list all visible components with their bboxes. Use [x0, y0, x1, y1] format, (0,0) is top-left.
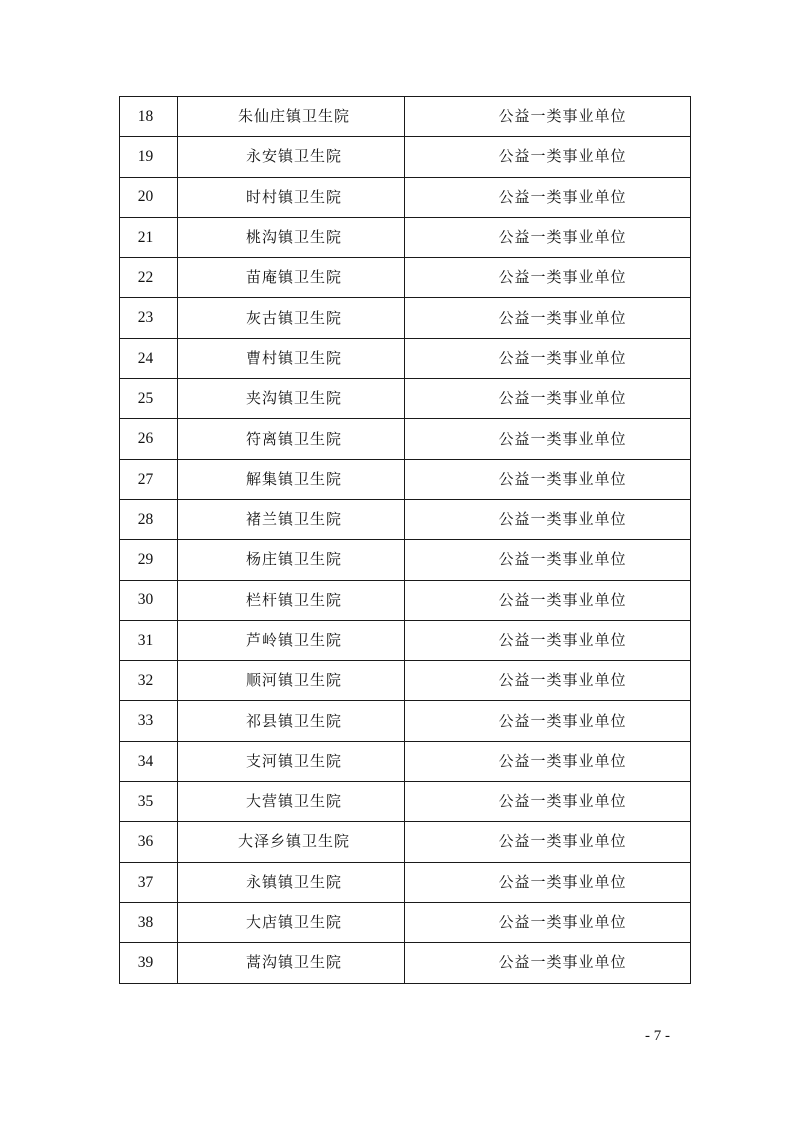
institution-type-cell: 公益一类事业单位 [405, 902, 691, 942]
table-row [120, 540, 691, 580]
institution-type-cell: 公益一类事业单位 [405, 661, 691, 701]
institution-name-cell: 大店镇卫生院 [178, 902, 405, 942]
table-row [120, 782, 691, 822]
row-number-cell: 25 [120, 379, 178, 419]
institution-name-cell: 杨庄镇卫生院 [178, 540, 405, 580]
table-row [120, 338, 691, 378]
institution-type-cell: 公益一类事业单位 [405, 620, 691, 660]
institution-name-cell: 灰古镇卫生院 [178, 298, 405, 338]
institution-type-cell: 公益一类事业单位 [405, 97, 691, 137]
institution-type-cell: 公益一类事业单位 [405, 137, 691, 177]
institution-name-cell: 桃沟镇卫生院 [178, 217, 405, 257]
row-number-cell: 37 [120, 862, 178, 902]
institution-name-cell: 时村镇卫生院 [178, 177, 405, 217]
row-number-cell: 29 [120, 540, 178, 580]
table-row [120, 217, 691, 257]
institution-type-cell: 公益一类事业单位 [405, 459, 691, 499]
institution-name-cell: 符离镇卫生院 [178, 419, 405, 459]
row-number-cell: 20 [120, 177, 178, 217]
institution-type-cell: 公益一类事业单位 [405, 701, 691, 741]
table-row [120, 661, 691, 701]
table-row [120, 580, 691, 620]
row-number-cell: 36 [120, 822, 178, 862]
institution-name-cell: 顺河镇卫生院 [178, 661, 405, 701]
row-number-cell: 23 [120, 298, 178, 338]
row-number-cell: 34 [120, 741, 178, 781]
institution-name-cell: 苗庵镇卫生院 [178, 258, 405, 298]
institution-type-cell: 公益一类事业单位 [405, 943, 691, 983]
row-number-cell: 26 [120, 419, 178, 459]
row-number-cell: 24 [120, 338, 178, 378]
institution-type-cell: 公益一类事业单位 [405, 338, 691, 378]
table-row [120, 419, 691, 459]
institution-name-cell: 芦岭镇卫生院 [178, 620, 405, 660]
table-row [120, 822, 691, 862]
table-row [120, 943, 691, 983]
institution-name-cell: 永镇镇卫生院 [178, 862, 405, 902]
row-number-cell: 19 [120, 137, 178, 177]
table-row [120, 97, 691, 137]
table-row [120, 137, 691, 177]
table-row [120, 620, 691, 660]
institution-name-cell: 大营镇卫生院 [178, 782, 405, 822]
row-number-cell: 21 [120, 217, 178, 257]
institution-name-cell: 朱仙庄镇卫生院 [178, 97, 405, 137]
institution-type-cell: 公益一类事业单位 [405, 298, 691, 338]
table-row [120, 177, 691, 217]
institution-type-cell: 公益一类事业单位 [405, 177, 691, 217]
table-row [120, 741, 691, 781]
table-row [120, 258, 691, 298]
table-row [120, 298, 691, 338]
institution-name-cell: 曹村镇卫生院 [178, 338, 405, 378]
row-number-cell: 28 [120, 499, 178, 539]
institution-name-cell: 褚兰镇卫生院 [178, 499, 405, 539]
row-number-cell: 33 [120, 701, 178, 741]
institution-name-cell: 夹沟镇卫生院 [178, 379, 405, 419]
institution-type-cell: 公益一类事业单位 [405, 862, 691, 902]
table-row [120, 862, 691, 902]
row-number-cell: 39 [120, 943, 178, 983]
table-row [120, 379, 691, 419]
row-number-cell: 31 [120, 620, 178, 660]
row-number-cell: 27 [120, 459, 178, 499]
table-row [120, 459, 691, 499]
institution-name-cell: 祁县镇卫生院 [178, 701, 405, 741]
row-number-cell: 22 [120, 258, 178, 298]
institution-name-cell: 蒿沟镇卫生院 [178, 943, 405, 983]
institution-type-cell: 公益一类事业单位 [405, 499, 691, 539]
institution-table-body [120, 97, 691, 984]
institution-type-cell: 公益一类事业单位 [405, 419, 691, 459]
institution-name-cell: 解集镇卫生院 [178, 459, 405, 499]
institution-type-cell: 公益一类事业单位 [405, 782, 691, 822]
institution-type-cell: 公益一类事业单位 [405, 379, 691, 419]
institution-name-cell: 栏杆镇卫生院 [178, 580, 405, 620]
institution-name-cell: 永安镇卫生院 [178, 137, 405, 177]
institution-type-cell: 公益一类事业单位 [405, 741, 691, 781]
table-row [120, 499, 691, 539]
institution-type-cell: 公益一类事业单位 [405, 258, 691, 298]
row-number-cell: 32 [120, 661, 178, 701]
table-row [120, 902, 691, 942]
table-row [120, 701, 691, 741]
row-number-cell: 30 [120, 580, 178, 620]
institution-name-cell: 大泽乡镇卫生院 [178, 822, 405, 862]
institution-table [119, 96, 691, 984]
institution-type-cell: 公益一类事业单位 [405, 540, 691, 580]
institution-type-cell: 公益一类事业单位 [405, 822, 691, 862]
row-number-cell: 38 [120, 902, 178, 942]
institution-name-cell: 支河镇卫生院 [178, 741, 405, 781]
row-number-cell: 35 [120, 782, 178, 822]
institution-type-cell: 公益一类事业单位 [405, 217, 691, 257]
institution-type-cell: 公益一类事业单位 [405, 580, 691, 620]
row-number-cell: 18 [120, 97, 178, 137]
page-number: - 7 - [645, 1028, 670, 1044]
